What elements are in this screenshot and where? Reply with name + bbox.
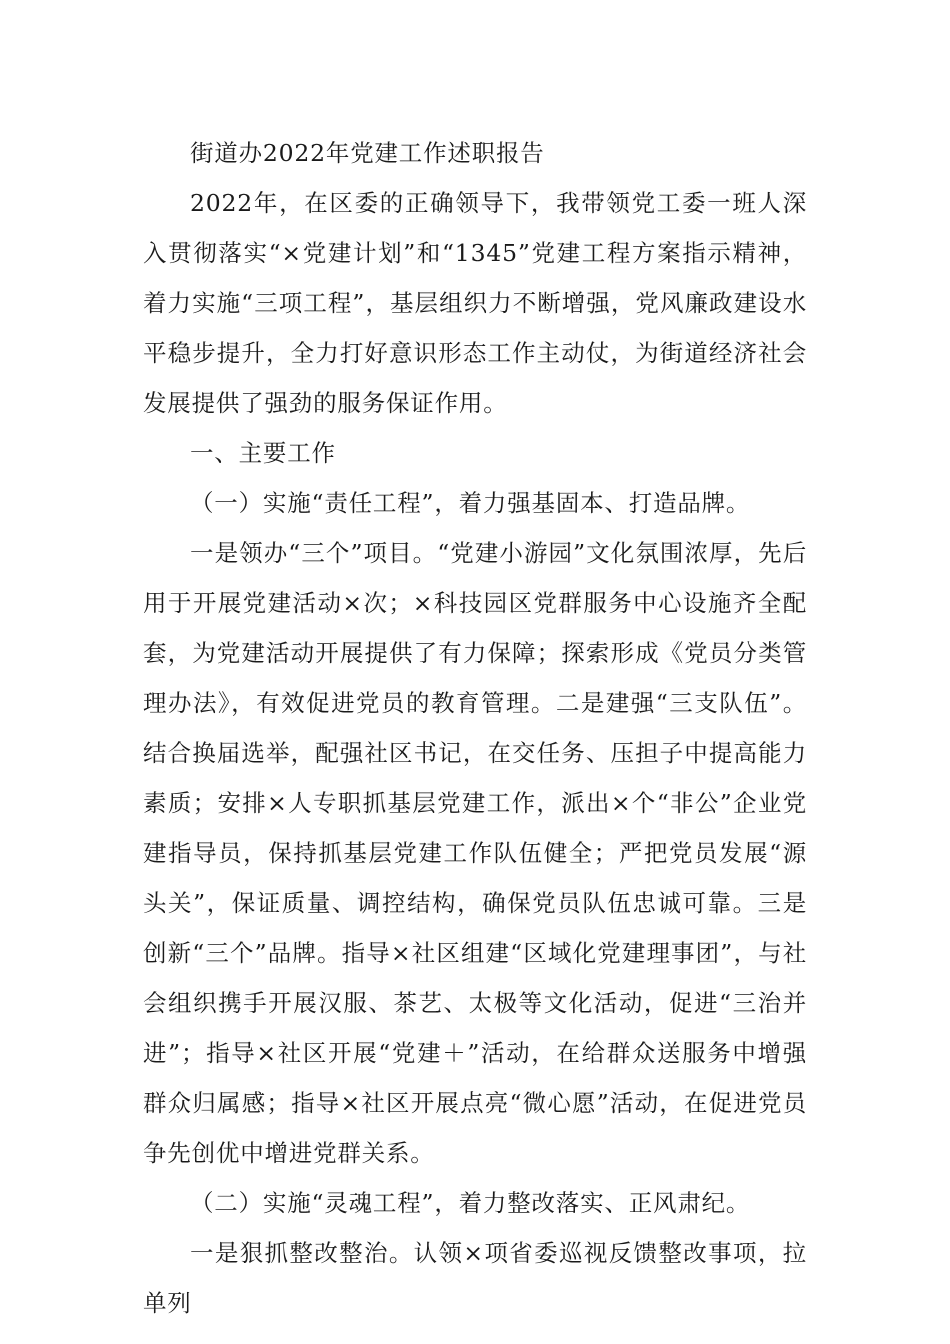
document-body	[143, 128, 807, 1328]
subsection-body-responsibility: 一是领办“三个”项目。“党建小游园”文化氛围浓厚，先后用于开展党建活动×次；×科技园区党群服务中心设施齐全配套，为党建活动开展提供了有力保障；探索形成《党员分类管理办法》，有效促进党员的教育管理。二是建强“三支队伍”。结合换届选举，配强社区书记，在交任务、压担子中提高能力素质；安排×人专职抓基层党建工作，派出×个“非公”企业党建指导员，保持抓基层党建工作队伍健全；严把党员发展“源头关”，保证质量、调控结构，确保党员队伍忠诚可靠。三是创新“三个”品牌。指导×社区组建“区域化党建理事团”，与社会组织携手开展汉服、茶艺、太极等文化活动，促进“三治并进”；指导×社区开展“党建＋”活动，在给群众送服务中增强群众归属感；指导×社区开展点亮“微心愿”活动，在促进党员争先创优中增进党群关系。	[143, 539, 807, 1167]
intro-paragraph: 2022年，在区委的正确领导下，我带领党工委一班人深入贯彻落实“×党建计划”和“1345”党建工程方案指示精神，着力实施“三项工程”，基层组织力不断增强，党风廉政建设水平稳步提升，全力打好意识形态工作主动仗，为街道经济社会发展提供了强劲的服务保证作用。	[143, 189, 807, 417]
subsection-heading-soul: （二）实施“灵魂工程”，着力整改落实、正风肃纪。	[190, 1189, 751, 1217]
document-title: 街道办2022年党建工作述职报告	[190, 139, 545, 167]
section-heading-main-work: 一、主要工作	[190, 439, 336, 467]
subsection-heading-responsibility: （一）实施“责任工程”，着力强基固本、打造品牌。	[190, 489, 751, 517]
subsection-body-soul: 一是狠抓整改整治。认领×项省委巡视反馈整改事项，拉单列	[143, 1239, 807, 1317]
